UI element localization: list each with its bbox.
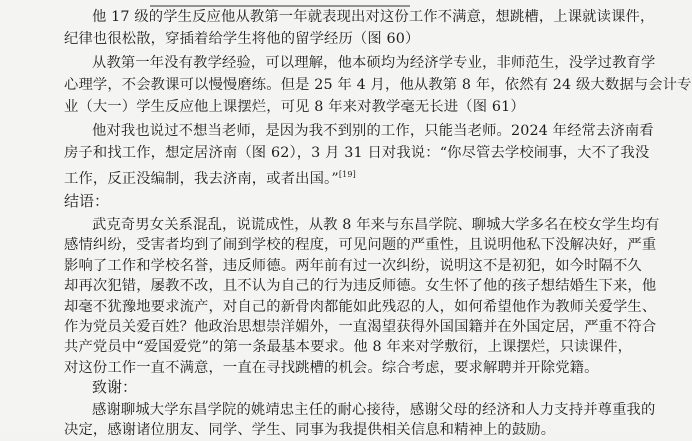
paragraph-line: 业（大一）学生反应他上课摆烂，可见 8 年来对教学毫无长进（图 61） — [64, 99, 525, 115]
conclusion-line: 感情纠纷，受害者均到了闹到学校的程度，可见问题的严重性，且说明他私下没解决好，严重 — [64, 237, 657, 254]
conclusion-line: 却毫不犹豫地要求流产，对自己的新骨肉都能如此残忍的人，如何希望他作为教师关爱学生、 — [64, 298, 657, 315]
conclusion-line: 武克奇男女关系混乱，说谎成性，从教 8 年来与东昌学院、聊城大学多名在校女学生均有 — [92, 217, 660, 233]
acknowledgement-line: 决定，感谢诸位朋友、同学、学生、同事为我提供相关信息和精神上的鼓励。 — [64, 422, 556, 438]
conclusion-heading: 结语： — [64, 192, 110, 210]
paragraph-line: 他对我也说过不想当老师，是因为我不到别的工作，只能当老师。2024 年经常去济南看 — [92, 123, 654, 139]
paragraph-line: 纪律也很松散，穿插着给学生将他的留学经历（图 60） — [64, 31, 420, 47]
acknowledgement-line: 感谢聊城大学东昌学院的姚靖忠主任的耐心接待，感谢父母的经济和人力支持并尊重我的 — [92, 402, 656, 418]
paragraph-line: 心理学，不会教课可以慢慢磨练。但是 25 年 4 月，他从教第 8 年，依然有 24 级大数据与会计专 — [64, 77, 692, 93]
conclusion-line: 却再次犯错，屡教不改，且不认为自己的行为违反师德。女生怀了他的孩子想结婚生下来，他 — [64, 278, 657, 295]
paragraph-line — [64, 164, 356, 190]
conclusion-line: 共产党员中“爱国爱党”的第一条最基本要求。他 8 年来对学敷衍，上课摆烂，只读课件， — [64, 339, 633, 356]
paragraph-line: 房子和找工作，想定居济南（图 62），3 月 31 日对我说：“你尽管去学校闹事，大不了我没 — [64, 145, 650, 161]
conclusion-line: 影响了工作和学校名誉，违反师德。两年前有过一次纠纷，说明这不是初犯，如今时隔不久 — [64, 257, 642, 274]
paragraph-line-text: 工作，反正没编制，我去济南，或者出国。” — [64, 171, 339, 187]
paragraph-line: 他 17 级的学生反应他从教第一年就表现出对这份工作不满意，想跳槽，上课就读课件， — [92, 9, 655, 25]
conclusion-line: 作为党员关爱百姓？他政治思想崇洋媚外，一直渴望获得外国国籍并在外国定居，严重不符合 — [64, 319, 657, 335]
paragraph-line: 从教第一年没有教学经验，可以理解，他本硕均为经济学专业，非师范生，没学过教育学 — [92, 55, 656, 71]
conclusion-line: 对这份工作一直不满意，一直在寻找跳槽的机会。综合考虑，要求解聘并开除党籍。 — [64, 359, 599, 376]
reference-superscript: [19] — [338, 170, 356, 179]
acknowledgement-heading: 致谢： — [92, 378, 138, 396]
